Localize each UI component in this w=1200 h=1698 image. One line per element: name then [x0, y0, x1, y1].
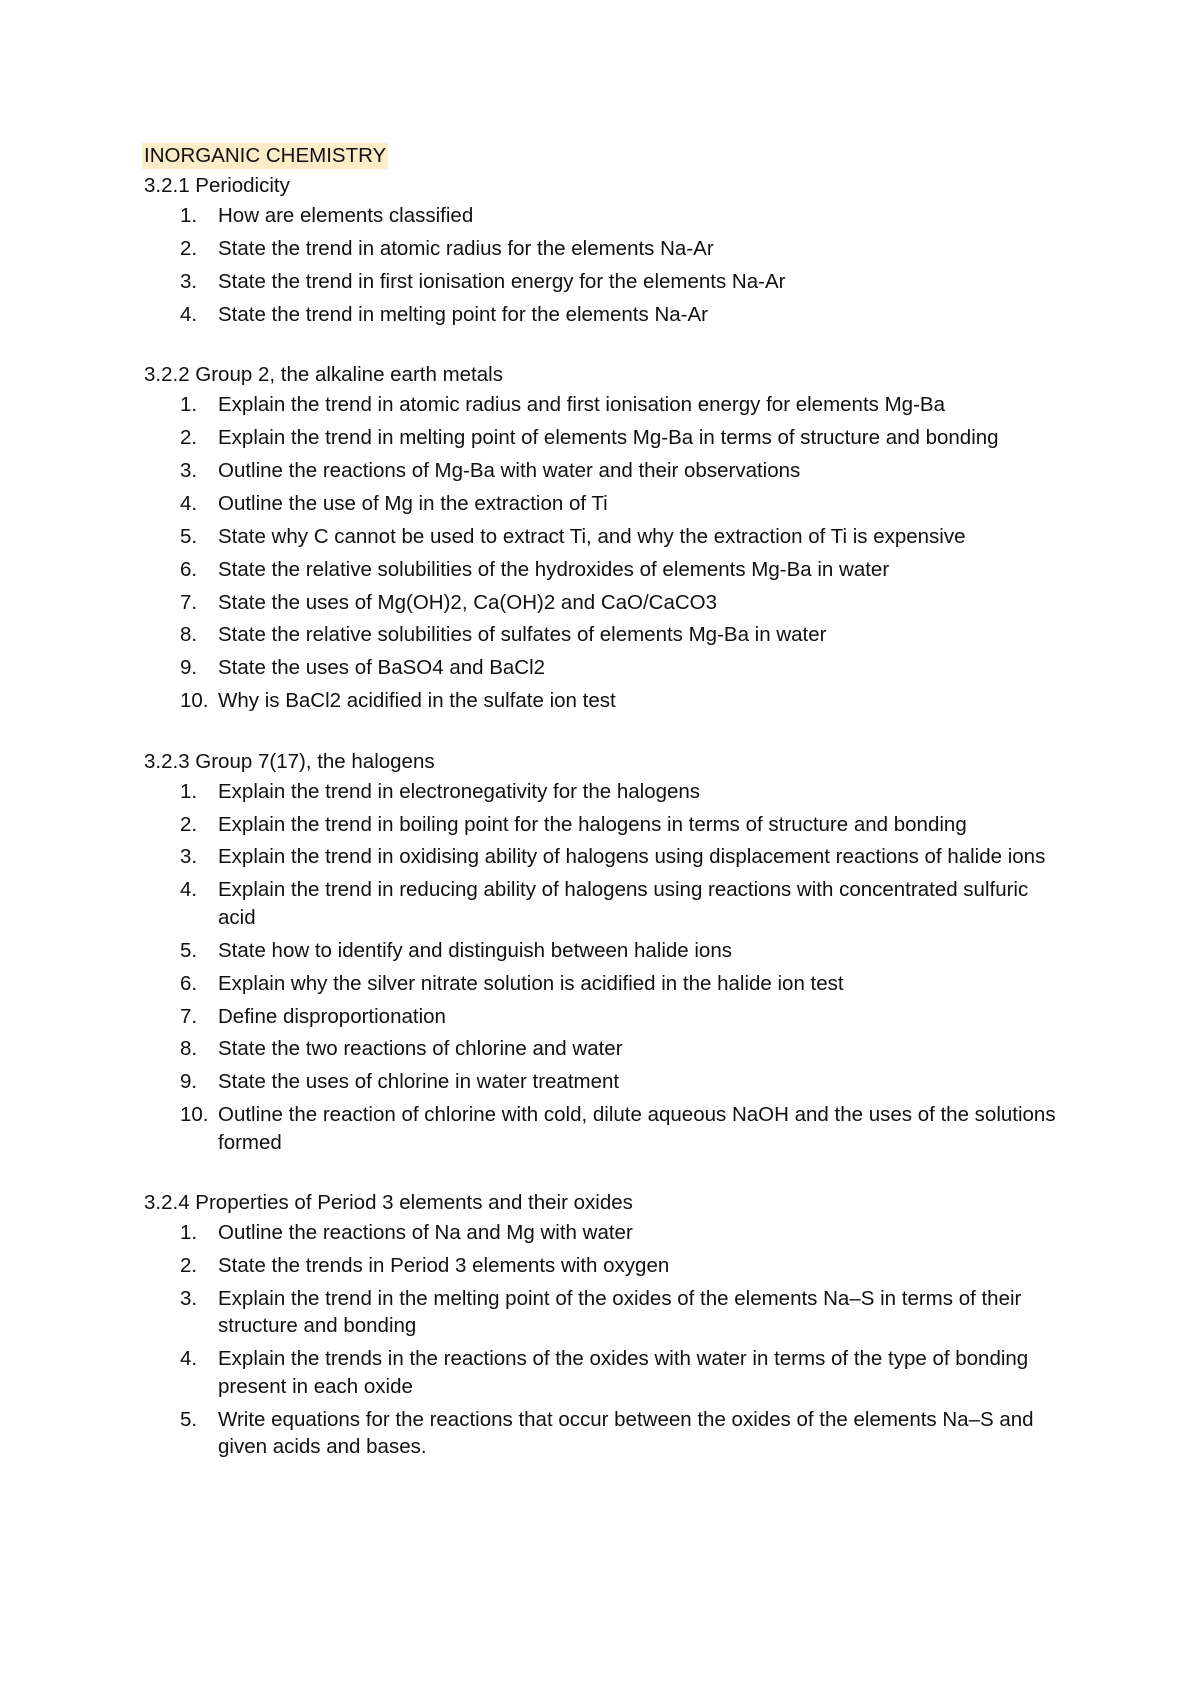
list-item-number: 3. — [180, 458, 198, 482]
list-item-number: 9. — [180, 1070, 198, 1094]
list-item — [144, 235, 1064, 263]
list-item-text: Explain the trend in the melting point of the oxides of the elements Na–S in terms of their structure and bonding — [218, 1286, 1022, 1338]
list-item-text: State the uses of Mg(OH)2, Ca(OH)2 and CaO/CaCO3 — [218, 590, 718, 614]
list-item — [144, 778, 1064, 806]
list-item-number: 7. — [180, 1004, 198, 1028]
list-item-text: Explain the trends in the reactions of the oxides with water in terms of the type of bonding present in each oxide — [218, 1347, 1029, 1398]
section-heading: 3.2.3 Group 7(17), the halogens — [144, 749, 435, 773]
list-item-text: State the uses of chlorine in water treatment — [218, 1070, 620, 1094]
numbered-list — [144, 1219, 1064, 1461]
list-item — [144, 1252, 1064, 1280]
list-item-text: State how to identify and distinguish between halide ions — [218, 938, 732, 962]
list-item-number: 4. — [180, 491, 198, 515]
list-item — [144, 843, 1064, 871]
list-item-number: 1. — [180, 204, 198, 227]
list-item-text: Outline the reactions of Mg-Ba with water and their observations — [218, 458, 801, 482]
list-item-number: 8. — [180, 1037, 198, 1061]
list-item-text: Explain why the silver nitrate solution is acidified in the halide ion test — [218, 971, 844, 995]
list-item — [144, 301, 1064, 329]
list-item-number: 1. — [180, 1221, 198, 1245]
sections-container — [144, 169, 1064, 1461]
list-item-number: 10. — [180, 1103, 209, 1127]
list-item — [144, 1068, 1064, 1096]
list-item — [144, 391, 1064, 419]
list-item — [144, 1406, 1064, 1461]
list-item-text: State the relative solubilities of sulfates of elements Mg-Ba in water — [218, 623, 827, 647]
list-item — [144, 1345, 1064, 1400]
list-item — [144, 589, 1064, 617]
list-item — [144, 490, 1064, 518]
list-item-text: Explain the trend in electronegativity for the halogens — [218, 779, 701, 803]
list-item — [144, 1003, 1064, 1031]
section — [144, 358, 1064, 715]
list-item-number: 5. — [180, 938, 198, 962]
list-item — [144, 654, 1064, 682]
list-item-text: State the trends in Period 3 elements with oxygen — [218, 1254, 670, 1278]
list-item-text: Outline the reaction of chlorine with cold, dilute aqueous NaOH and the uses of the solutions formed — [218, 1103, 1056, 1154]
list-item-number: 10. — [180, 689, 209, 713]
list-item-text: State the trend in first ionisation energy for the elements Na-Ar — [218, 269, 786, 293]
list-item-number: 5. — [180, 1407, 198, 1431]
list-item-number: 4. — [180, 1347, 198, 1371]
list-item-number: 5. — [180, 524, 198, 548]
document-page — [144, 143, 1064, 1466]
list-item-number: 3. — [180, 845, 198, 869]
list-item-text: State the two reactions of chlorine and water — [218, 1037, 623, 1061]
list-item-text: Outline the use of Mg in the extraction of Ti — [218, 491, 608, 515]
list-item-number: 2. — [180, 1254, 198, 1278]
list-item-number: 4. — [180, 302, 198, 326]
list-item-text: State why C cannot be used to extract Ti, and why the extraction of Ti is expensive — [218, 524, 966, 548]
list-item-number: 3. — [180, 269, 198, 293]
list-item-text: Why is BaCl2 acidified in the sulfate ion test — [218, 689, 616, 713]
list-item-text: Explain the trend in melting point of elements Mg-Ba in terms of structure and bonding — [218, 426, 999, 450]
numbered-list — [144, 202, 1064, 328]
list-item-number: 7. — [180, 590, 198, 614]
list-item-number: 2. — [180, 812, 198, 836]
list-item-text: Define disproportionation — [218, 1004, 446, 1028]
section — [144, 745, 1064, 1157]
section — [144, 1186, 1064, 1461]
list-item — [144, 202, 1064, 230]
list-item-number: 1. — [180, 779, 198, 803]
list-item-number: 9. — [180, 656, 198, 680]
list-item-number: 1. — [180, 393, 198, 417]
list-item — [144, 876, 1064, 931]
list-item — [144, 1101, 1064, 1156]
list-item-number: 3. — [180, 1286, 198, 1310]
list-item-number: 6. — [180, 971, 198, 995]
list-item-text: Explain the trend in reducing ability of halogens using reactions with concentrated sulfuric acid — [218, 878, 1029, 929]
list-item — [144, 523, 1064, 551]
list-item — [144, 1219, 1064, 1247]
list-item — [144, 556, 1064, 584]
list-item-text: Outline the reactions of Na and Mg with water — [218, 1221, 633, 1245]
list-item-number: 4. — [180, 878, 198, 902]
section — [144, 169, 1064, 328]
list-item-text: How are elements classified — [218, 204, 474, 227]
list-item-number: 6. — [180, 557, 198, 581]
list-item-text: Explain the trend in oxidising ability of halogens using displacement reactions of halide ions — [218, 845, 1046, 869]
list-item — [144, 457, 1064, 485]
list-item — [144, 1285, 1064, 1340]
list-item — [144, 811, 1064, 839]
list-item-text: State the uses of BaSO4 and BaCl2 — [218, 656, 546, 680]
list-item-text: State the trend in atomic radius for the elements Na-Ar — [218, 236, 714, 260]
section-heading: 3.2.1 Periodicity — [144, 174, 290, 197]
numbered-list — [144, 391, 1064, 715]
list-item — [144, 970, 1064, 998]
list-item — [144, 621, 1064, 649]
list-item-text: Explain the trend in atomic radius and first ionisation energy for elements Mg-Ba — [218, 393, 945, 417]
list-item — [144, 937, 1064, 965]
list-item — [144, 1035, 1064, 1063]
list-item-text: Explain the trend in boiling point for the halogens in terms of structure and bonding — [218, 812, 967, 836]
section-heading: 3.2.4 Properties of Period 3 elements and their oxides — [144, 1191, 633, 1215]
list-item — [144, 687, 1064, 715]
document-title: INORGANIC CHEMISTRY — [144, 144, 387, 167]
list-item-number: 8. — [180, 623, 198, 647]
section-heading: 3.2.2 Group 2, the alkaline earth metals — [144, 363, 503, 387]
list-item-text: State the relative solubilities of the hydroxides of elements Mg-Ba in water — [218, 557, 890, 581]
list-item — [144, 424, 1064, 452]
list-item-text: State the trend in melting point for the elements Na-Ar — [218, 302, 708, 326]
list-item-number: 2. — [180, 426, 198, 450]
list-item-number: 2. — [180, 236, 198, 260]
list-item-text: Write equations for the reactions that occur between the oxides of the elements Na–S and given acids and bases. — [218, 1407, 1034, 1459]
list-item — [144, 268, 1064, 296]
numbered-list — [144, 778, 1064, 1157]
